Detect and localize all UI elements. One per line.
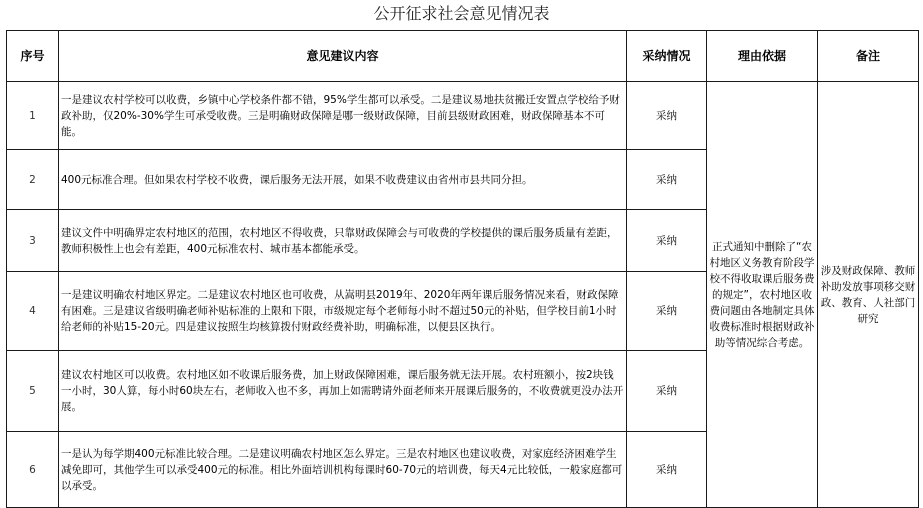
- row-content: 一是建议明确农村地区界定。二是建议农村地区也可收费，从嵩明县2019年、2020年两年课后服务情况来看，财政保障有困难。三是建议省级明确老师补贴标准的上限和下限，市级规定每个老师每小时不超过50元的补贴，但学校目前1小时给老师的补贴15-20元。四是建议按照生均核算拨付财政经费补助，明确标准，以便县区执行。: [59, 272, 627, 351]
- header-reason: 理由依据: [707, 31, 818, 82]
- row-number: 2: [7, 150, 59, 210]
- row-number: 3: [7, 210, 59, 272]
- row-content: 建议文件中明确界定农村地区的范围，农村地区不得收费，只靠财政保障会与可收费的学校提供的课后服务质量有差距，教师积极性上也会有差距，400元标准农村、城市基本都能承受。: [59, 210, 627, 272]
- header-note: 备注: [818, 31, 919, 82]
- row-content: 一是认为每学期400元标准比较合理。二是建议明确农村地区怎么界定。三是农村地区也建议收费，对家庭经济困难学生减免即可，其他学生可以承受400元的标准。相比外面培训机构每课时60-70元的培训费，每天4元比较低，一般家庭都可以承受。: [59, 432, 627, 508]
- row-content: 400元标准合理。但如果农村学校不收费，课后服务无法开展，如果不收费建议由省州市县共同分担。: [59, 150, 627, 210]
- row-number: 5: [7, 351, 59, 432]
- row-adopt-status: 采纳: [627, 82, 707, 150]
- opinion-table: [6, 30, 919, 508]
- table-row: [7, 82, 919, 150]
- row-number: 1: [7, 82, 59, 150]
- row-adopt-status: 采纳: [627, 210, 707, 272]
- header-content: 意见建议内容: [59, 31, 627, 82]
- row-adopt-status: 采纳: [627, 432, 707, 508]
- table-header-row: [7, 31, 919, 82]
- row-content: 一是建议农村学校可以收费，乡镇中心学校条件都不错，95%学生都可以承受。二是建议易地扶贫搬迁安置点学校给予财政补助，仅20%-30%学生可承受收费。三是明确财政保障是哪一级财政保障，目前县级财政困难，财政保障基本不可能。: [59, 82, 627, 150]
- row-number: 6: [7, 432, 59, 508]
- row-number: 4: [7, 272, 59, 351]
- row-adopt-status: 采纳: [627, 351, 707, 432]
- row-content: 建议农村地区可以收费。农村地区如不收课后服务费，加上财政保障困难，课后服务就无法开展。农村班额小，按2块钱一小时，30人算，每小时60块左右，老师收入也不多，再加上如需聘请外面老师来开展课后服务的，不收费就更没办法开展。: [59, 351, 627, 432]
- page-title: 公开征求社会意见情况表: [373, 4, 550, 23]
- row-adopt-status: 采纳: [627, 150, 707, 210]
- header-adopt: 采纳情况: [627, 31, 707, 82]
- reason-cell: 正式通知中删除了“农村地区义务教育阶段学校不得收取课后服务费的规定”，农村地区收费问题由各地制定具体收费标准时根据财政补助等情况综合考虑。: [707, 82, 818, 508]
- header-num: 序号: [7, 31, 59, 82]
- row-adopt-status: 采纳: [627, 272, 707, 351]
- note-cell: 涉及财政保障、教师补助发放事项移交财政、教育、人社部门研究: [818, 82, 919, 508]
